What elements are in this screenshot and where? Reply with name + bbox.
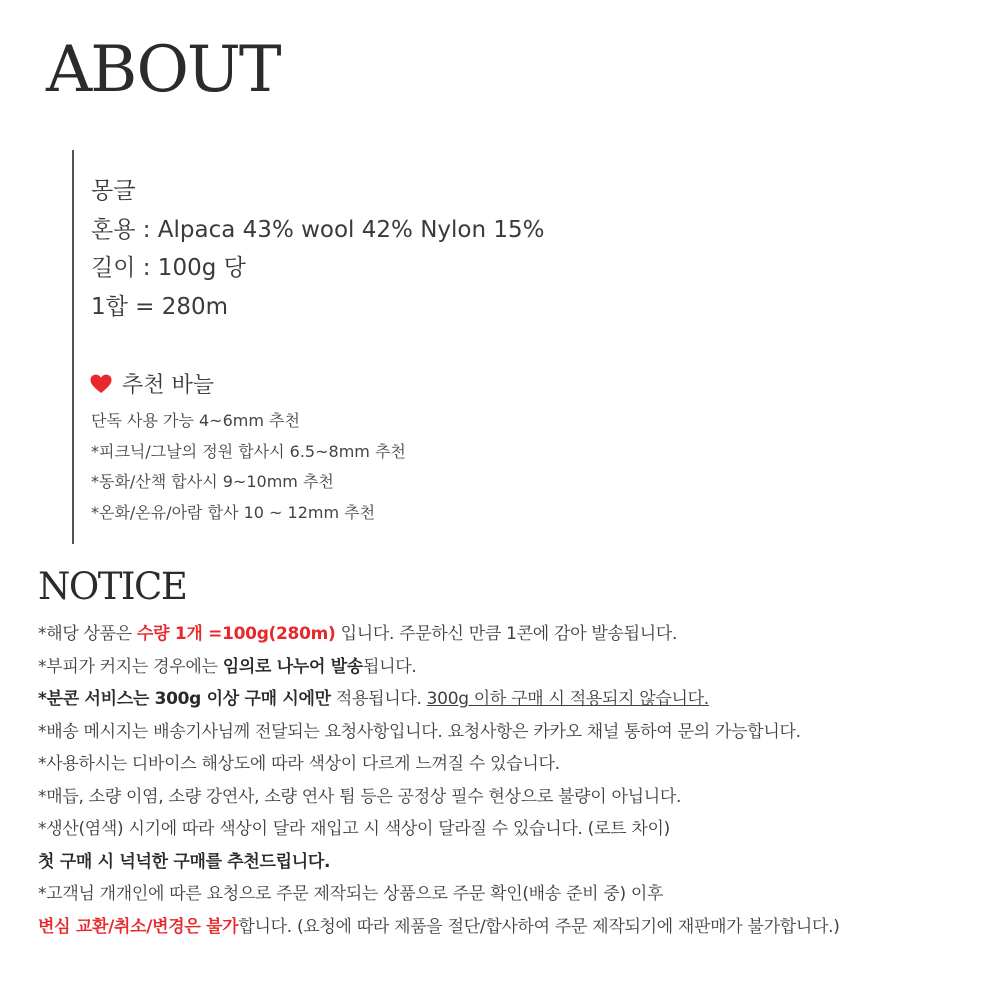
needle-item: 단독 사용 가능 4~6mm 추천: [91, 411, 300, 430]
notice-no-refund: [38, 911, 988, 944]
recommended-needles-heading: [90, 368, 214, 399]
notice-emphasis: *분콘 서비스는: [38, 689, 155, 709]
notice-split-shipping: [38, 651, 988, 684]
spec-product-name: 몽글: [91, 178, 136, 204]
needle-list: [91, 406, 406, 528]
spec-composition: 혼용 : Alpaca 43% wool 42% Nylon 15%: [91, 216, 545, 243]
heart-icon: [90, 374, 112, 394]
notice-emphasis: 임의로 나누어 발송: [222, 656, 363, 677]
notice-text: 적용됩니다.: [330, 689, 427, 709]
about-info-block: [72, 150, 632, 544]
notice-underlined: 300g 이하 구매 시 적용되지 않습니다.: [426, 689, 709, 709]
notice-defects: *매듭, 소량 이염, 소량 강연사, 소량 연사 튐 등은 공정상 필수 현상으로 불량이 아닙니다.: [38, 786, 682, 807]
notice-first-purchase: 첫 구매 시 넉넉한 구매를 추천드립니다.: [38, 851, 331, 872]
notice-custom-order: *고객님 개개인에 따른 요청으로 주문 제작되는 상품으로 주문 확인(배송 준비 중) 이후: [38, 884, 664, 904]
notice-text: *해당 상품은: [38, 624, 138, 644]
spec-list: [91, 172, 544, 326]
needle-item: *온화/온유/아람 합사 10 ~ 12mm 추천: [91, 502, 376, 522]
notice-list: [38, 618, 988, 943]
notice-display-color: *사용하시는 디바이스 해상도에 따라 색상이 다르게 느껴질 수 있습니다.: [38, 754, 560, 774]
notice-emphasis: 300g 이상 구매 시에만: [154, 689, 331, 709]
notice-title: NOTICE: [38, 565, 187, 608]
notice-text: 입니다. 주문하신 만큼 1콘에 감아 발송됩니다.: [335, 624, 678, 644]
spec-per-unit: 1합 = 280m: [91, 293, 229, 320]
spec-length: 길이 : 100g 당: [91, 255, 246, 281]
notice-quantity: [38, 618, 988, 651]
recommended-needles-label: 추천 바늘: [122, 373, 215, 398]
notice-lot-difference: *생산(염색) 시기에 따라 색상이 달라 재입고 시 색상이 달라질 수 있습니다. (로트 차이): [38, 819, 670, 839]
notice-delivery-message: *배송 메시지는 배송기사님께 전달되는 요청사항입니다. 요청사항은 카카오 채널 통하여 문의 가능합니다.: [38, 721, 801, 742]
notice-highlight: 수량 1개 =100g(280m): [137, 624, 336, 644]
notice-text: 합니다. (요청에 따라 제품을 절단/합사하여 주문 제작되기에 재판매가 불가합니다.): [238, 916, 840, 937]
needle-item: *피크닉/그날의 정원 합사시 6.5~8mm 추천: [91, 441, 406, 461]
needle-item: *동화/산책 합사시 9~10mm 추천: [91, 472, 334, 491]
notice-cone-service: [38, 683, 988, 716]
notice-text: 됩니다.: [362, 656, 417, 677]
notice-text: *부피가 커지는 경우에는: [38, 656, 223, 677]
notice-highlight: 변심 교환/취소/변경은 불가: [38, 916, 239, 937]
about-title: ABOUT: [46, 33, 280, 107]
